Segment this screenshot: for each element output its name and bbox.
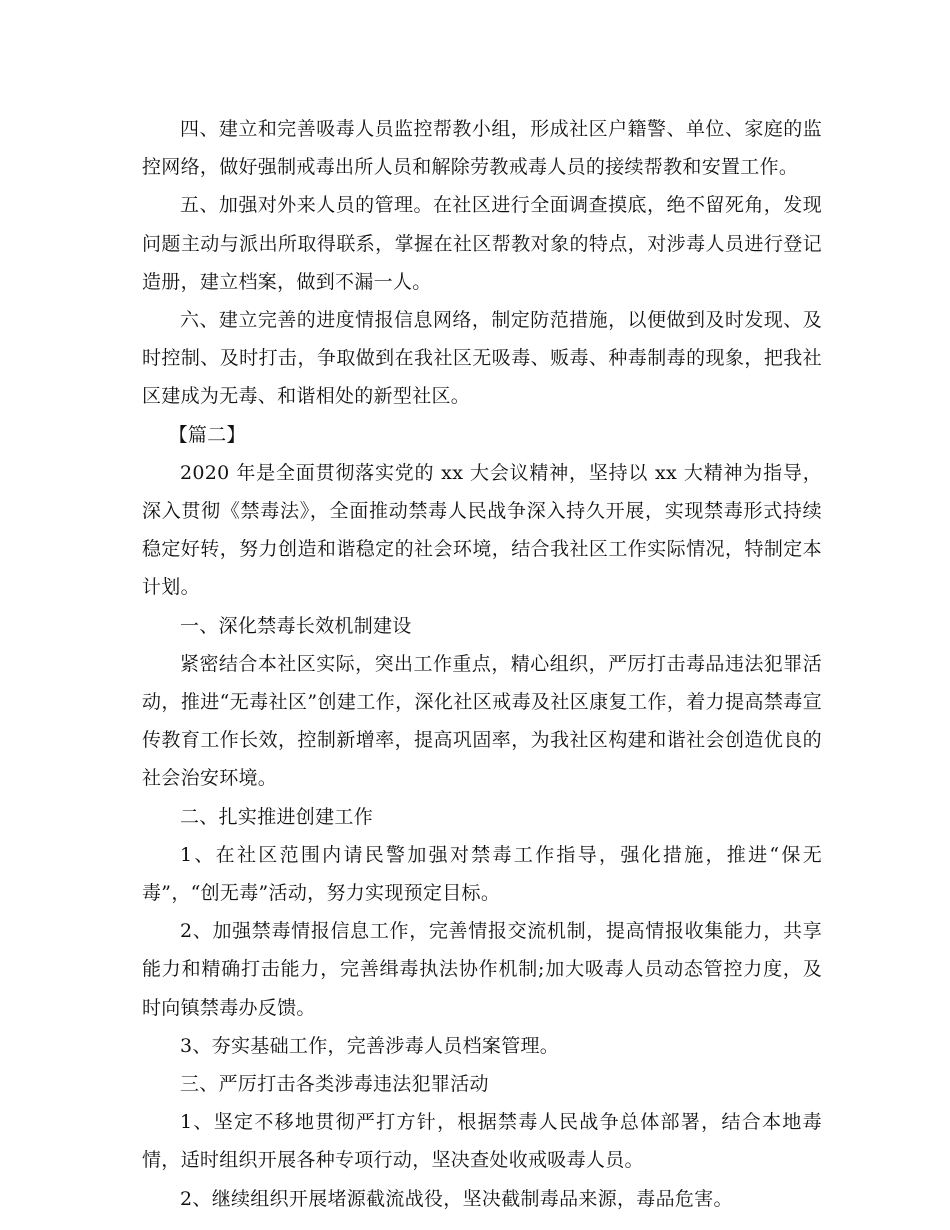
paragraph-item-five: 五、加强对外来人员的管理。在社区进行全面调查摸底，绝不留死角，发现问题主动与派出所取得联系，掌握在社区帮教对象的特点，对涉毒人员进行登记造册，建立档案，做到不漏一人。 bbox=[142, 194, 822, 293]
paragraph-mechanism: 紧密结合本社区实际，突出工作重点，精心组织，严厉打击毒品违法犯罪活动，推进“无毒社区”创建工作，深化社区戒毒及社区康复工作，着力提高禁毒宣传教育工作长效，控制新增率，提高巩固率，为我社区构建和谐社会创造优良的社会治安环境。 bbox=[142, 652, 822, 790]
list-item-3-1: 1、坚定不移地贯彻严打方针，根据禁毒人民战争总体部署，结合本地毒情，适时组织开展各种专项行动，坚决查处收戒吸毒人员。 bbox=[142, 1111, 822, 1172]
section-heading-part-two: 【篇二】 bbox=[168, 423, 246, 446]
heading-two: 二、扎实推进创建工作 bbox=[180, 805, 374, 828]
list-item-2-3: 3、夯实基础工作，完善涉毒人员档案管理。 bbox=[180, 1034, 560, 1057]
list-item-2-2: 2、加强禁毒情报信息工作，完善情报交流机制，提高情报收集能力，共享能力和精确打击能力，完善缉毒执法协作机制;加大吸毒人员动态管控力度，及时向镇禁毒办反馈。 bbox=[142, 920, 822, 1019]
paragraph-item-six: 六、建立完善的进度情报信息网络，制定防范措施，以便做到及时发现、及时控制、及时打击，争取做到在我社区无吸毒、贩毒、种毒制毒的现象，把我社区建成为无毒、和谐相处的新型社区。 bbox=[142, 309, 822, 408]
document-body bbox=[142, 110, 822, 1218]
intro-paragraph: 2020 年是全面贯彻落实党的 xx 大会议精神，坚持以 xx 大精神为指导，深入贯彻《禁毒法》，全面推动禁毒人民战争深入持久开展，实现禁毒形式持续稳定好转，努力创造和谐稳定的社会环境，结合我社区工作实际情况，特制定本计划。 bbox=[142, 461, 822, 599]
list-item-3-2: 2、继续组织开展堵源截流战役，坚决截制毒品来源，毒品危害。 bbox=[180, 1187, 733, 1210]
heading-one: 一、深化禁毒长效机制建设 bbox=[180, 614, 412, 637]
heading-three: 三、严厉打击各类涉毒违法犯罪活动 bbox=[180, 1073, 489, 1096]
paragraph-item-four: 四、建立和完善吸毒人员监控帮教小组，形成社区户籍警、单位、家庭的监控网络，做好强制戒毒出所人员和解除劳教戒毒人员的接续帮教和安置工作。 bbox=[142, 118, 822, 179]
list-item-2-1: 1、在社区范围内请民警加强对禁毒工作指导，强化措施，推进“保无毒”，“创无毒”活动，努力实现预定目标。 bbox=[142, 843, 822, 905]
